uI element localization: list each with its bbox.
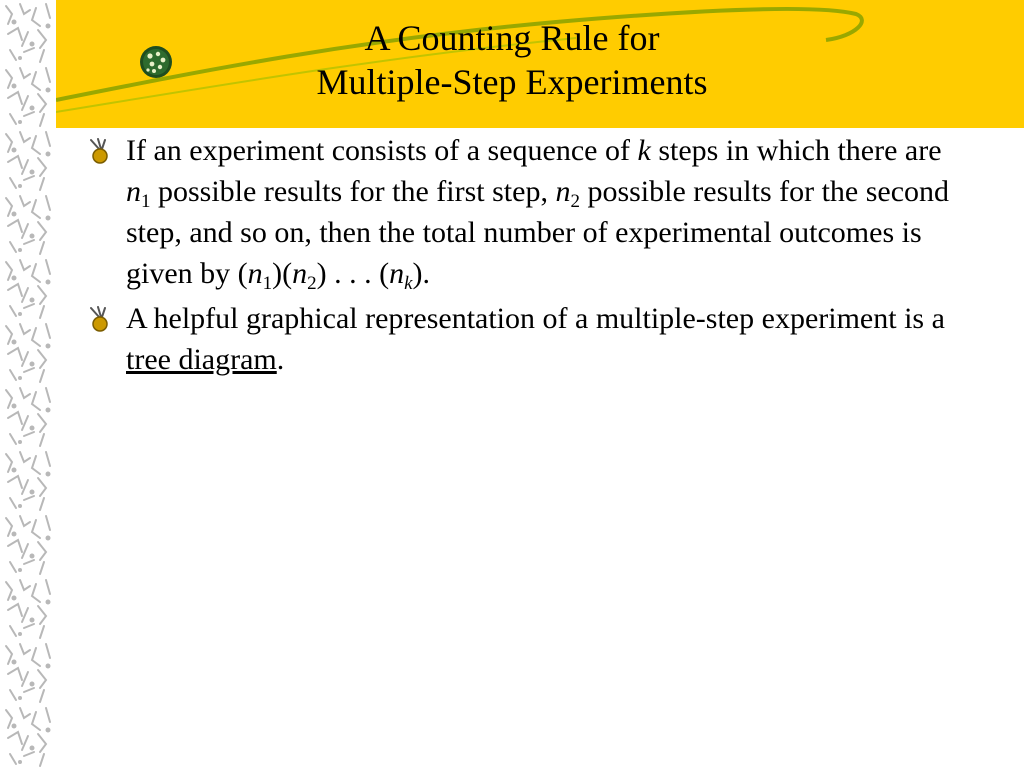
math-p1-var: n <box>247 257 263 290</box>
math-n1-var: n <box>126 175 141 208</box>
math-p1-sub: 1 <box>262 273 273 294</box>
bullet-text: steps in which there are <box>650 134 942 167</box>
bullet-text: ) . . . ( <box>316 257 390 290</box>
math-k: k <box>637 134 651 167</box>
bullet-figure-icon <box>88 306 112 334</box>
bullet-item-tree-diagram <box>88 298 968 380</box>
bullet-text: If an experiment consists of a sequence of <box>126 134 638 167</box>
bullet-text: ). <box>412 257 431 290</box>
bullet-text: possible results for the second step, and so on, then the total number of experimental outcomes is given by ( <box>126 175 950 290</box>
slide-title-line1: A Counting Rule for <box>364 18 660 58</box>
bullet-text: A helpful graphical representation of a multiple-step experiment is a <box>126 302 945 335</box>
math-p2-sub: 2 <box>307 273 317 294</box>
bullet-item-counting-rule <box>88 130 968 294</box>
math-pk-var: n <box>389 257 405 290</box>
slide-title-line2: Multiple-Step Experiments <box>316 62 708 102</box>
bullet-text: . <box>276 343 285 376</box>
slide-content <box>88 130 968 384</box>
decorative-left-strip <box>0 0 56 768</box>
green-ball-icon <box>139 45 173 79</box>
bullet-text: )( <box>272 257 293 290</box>
math-n1-sub: 1 <box>141 191 151 212</box>
math-pk-sub: k <box>404 273 413 294</box>
bullet-figure-icon <box>88 138 112 166</box>
math-n2-sub: 2 <box>570 191 580 212</box>
tree-diagram-link[interactable]: tree diagram <box>126 343 277 376</box>
math-n2-var: n <box>555 175 571 208</box>
bullet-text: possible results for the first step, <box>150 175 556 208</box>
math-p2-var: n <box>292 257 308 290</box>
